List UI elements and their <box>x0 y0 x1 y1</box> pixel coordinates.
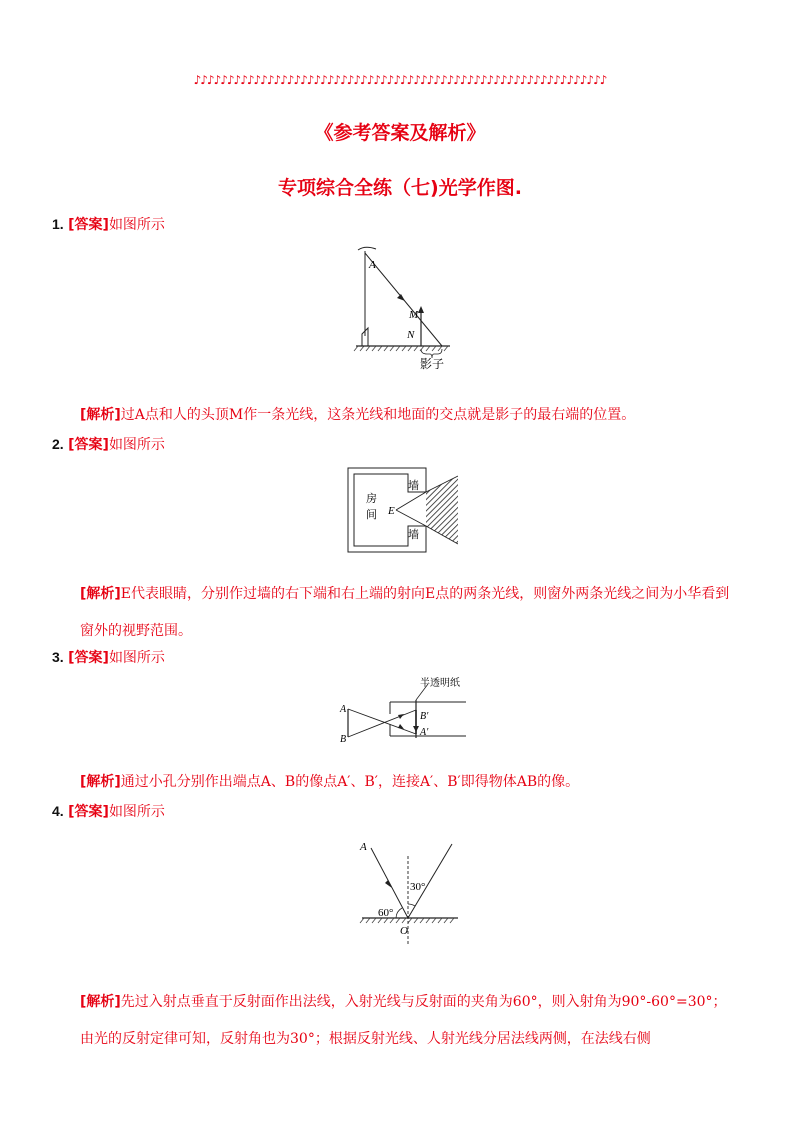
answer-text: 如图所示 <box>108 217 165 233</box>
figure-2-field-of-view <box>346 466 458 554</box>
label-paper: 半透明纸 <box>420 678 460 689</box>
question-1-analysis <box>80 397 740 434</box>
question-number: 1. <box>52 216 64 232</box>
question-3-analysis <box>80 764 740 801</box>
figure-4-reflection <box>354 838 466 950</box>
answer-tag: [答案] <box>68 217 109 233</box>
label-a: A <box>360 841 367 853</box>
question-number: 2. <box>52 436 64 452</box>
question-2-answer-line <box>52 434 165 454</box>
label-b-image: B′ <box>420 711 429 722</box>
label-room-1: 房 <box>366 493 377 505</box>
label-wall-top: 墙 <box>408 480 419 492</box>
page-title: 《参考答案及解析》 <box>314 122 486 144</box>
answer-tag: [答案] <box>68 650 109 666</box>
question-4-analysis <box>80 984 740 1058</box>
question-2-analysis <box>80 576 740 650</box>
label-n: N <box>407 329 415 341</box>
figure-1-shadow <box>350 246 460 374</box>
label-a-image: A′ <box>420 727 429 738</box>
answer-text: 如图所示 <box>108 650 165 666</box>
analysis-tag: [解析] <box>80 994 121 1010</box>
answer-text: 如图所示 <box>108 804 165 820</box>
label-o: O <box>400 925 408 937</box>
analysis-tag: [解析] <box>80 586 121 602</box>
section-title: 专项综合全练（七)光学作图. <box>278 177 522 199</box>
question-1-answer-line <box>52 214 165 234</box>
analysis-text: 通过小孔分别作出端点A、B的像点A′、B′，连接A′、B′即得物体AB的像。 <box>120 774 580 790</box>
label-e: E <box>388 505 395 517</box>
answer-text: 如图所示 <box>108 437 165 453</box>
analysis-text: E代表眼睛，分别作过墙的右下端和右上端的射向E点的两条光线，则窗外两条光线之间为小华看到窗外的视野范围。 <box>80 586 730 639</box>
label-shadow: 影子 <box>420 357 445 371</box>
question-number: 3. <box>52 649 64 665</box>
analysis-text: 过A点和人的头顶M作一条光线，这条光线和地面的交点就是影子的最右端的位置。 <box>120 407 636 423</box>
analysis-tag: [解析] <box>80 407 121 423</box>
question-3-answer-line <box>52 647 165 667</box>
decorative-border: ♪♪♪♪♪♪♪♪♪♪♪♪♪♪♪♪♪♪♪♪♪♪♪♪♪♪♪♪♪♪♪♪♪♪♪♪♪♪♪♪♪♪♪♪♪♪♪♪♪♪♪♪♪♪♪♪♪♪♪♪♪♪ <box>193 73 607 87</box>
label-a: A <box>369 259 376 271</box>
label-m: M <box>409 309 419 321</box>
label-room-2: 间 <box>366 509 377 521</box>
label-wall-bottom: 墙 <box>408 529 419 541</box>
analysis-text: 先过入射点垂直于反射面作出法线，入射光线与反射面的夹角为60°，则入射角为90°-60°=30°；由光的反射定律可知，反射角也为30°；根据反射光线、人射光线分居法线两侧，在法线右侧 <box>80 994 727 1047</box>
analysis-tag: [解析] <box>80 774 121 790</box>
answer-tag: [答案] <box>68 437 109 453</box>
figure-3-pinhole <box>338 674 466 746</box>
label-b: B <box>340 734 347 745</box>
question-4-answer-line <box>52 801 165 821</box>
label-angle-60: 60° <box>378 907 394 919</box>
label-a: A <box>340 704 347 715</box>
answer-tag: [答案] <box>68 804 109 820</box>
label-angle-30: 30° <box>410 881 426 893</box>
question-number: 4. <box>52 803 64 819</box>
